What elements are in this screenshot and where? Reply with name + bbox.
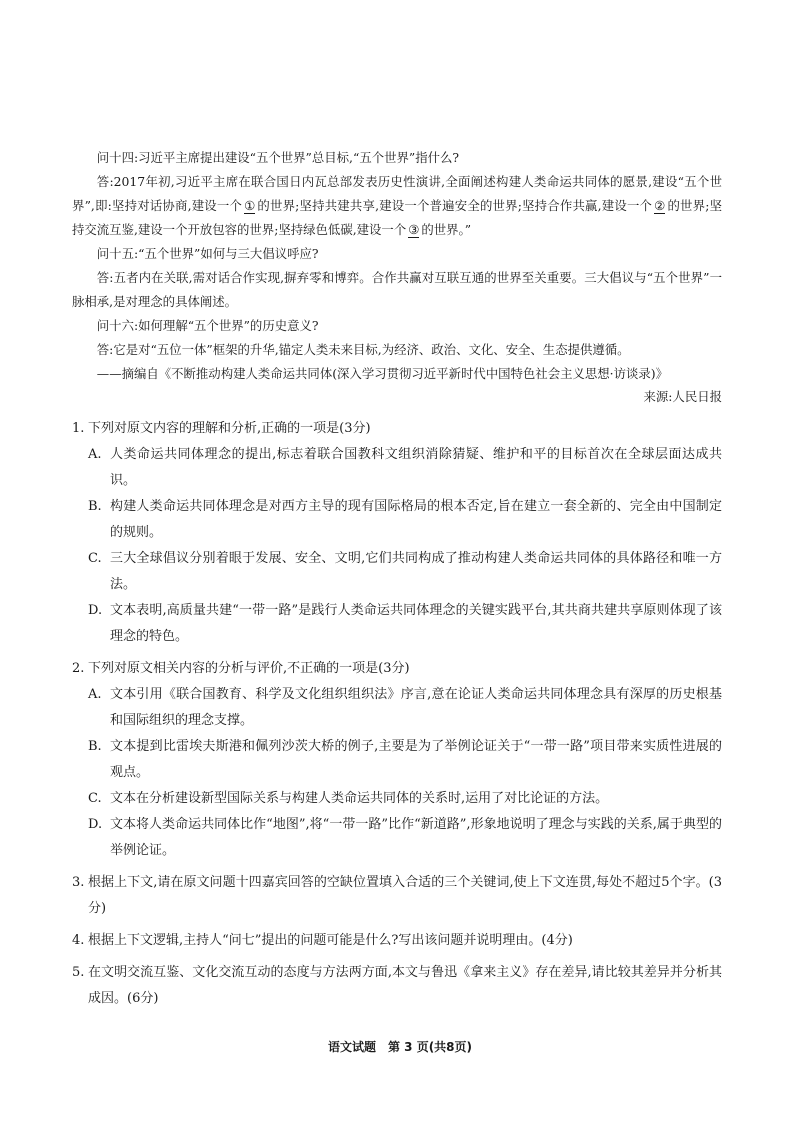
option-text: 文本提到比雷埃夫斯港和佩列沙茨大桥的例子,主要是为了举例论证关于“一带一路”项目带来实质性进展的观点。	[110, 739, 722, 780]
option-text: 文本在分析建设新型国际关系与构建人类命运共同体的关系时,运用了对比论证的方法。	[110, 791, 609, 806]
q15-answer: 答:五者内在关联,需对话合作实现,摒弃零和博弈。合作共赢对互联互通的世界至关重要。三大倡议与“五个世界”一脉相承,是对理念的具体阐述。	[72, 270, 722, 309]
option-text: 三大全球倡议分别着眼于发展、安全、文明,它们共同构成了推动构建人类命运共同体的具体路径和唯一方法。	[110, 551, 722, 592]
option-c	[72, 786, 722, 812]
question-1	[72, 416, 722, 650]
option-label: A.	[88, 687, 102, 702]
option-label: D.	[88, 603, 103, 618]
excerpt-citation: ——摘编自《不断推动构建人类命运共同体(深入学习贯彻习近平新时代中国特色社会主义思想·访谈录)》	[96, 366, 668, 381]
q14-question: 问十四:习近平主席提出建设“五个世界”总目标,“五个世界”指什么?	[96, 150, 460, 165]
question-number: 2.	[72, 661, 85, 676]
option-text: 人类命运共同体理念的提出,标志着联合国教科文组织消除猜疑、维护和平的目标首次在全球层面达成共识。	[110, 447, 722, 488]
question-number: 3.	[72, 875, 85, 890]
option-a	[72, 682, 722, 734]
question-stem	[72, 416, 722, 442]
option-text: 文本将人类命运共同体比作“地图”,将“一带一路”比作“新道路”,形象地说明了理念与实践的关系,属于典型的举例论证。	[110, 817, 722, 858]
option-label: D.	[88, 817, 103, 832]
question-number: 4.	[72, 933, 85, 948]
option-b	[72, 494, 722, 546]
question-3	[72, 870, 722, 922]
option-label: C.	[88, 551, 102, 566]
option-label: B.	[88, 739, 102, 754]
question-2	[72, 656, 722, 864]
option-label: B.	[88, 499, 102, 514]
option-text: 构建人类命运共同体理念是对西方主导的现有国际格局的根本否定,旨在建立一套全新的、完全由中国制定的规则。	[110, 499, 722, 540]
question-4	[72, 928, 722, 954]
option-label: C.	[88, 791, 102, 806]
blank-1: ①	[244, 198, 256, 213]
q14-answer-part-1: 答:2017年初,习近平主席在联合国日内瓦总部发表历史性演讲,全面阐述构建人类命运共同体的愿景,建设“五个世界”,即:坚持对话协商,建设一个	[72, 174, 722, 213]
question-text: 下列对原文相关内容的分析与评价,不正确的一项是(3分)	[88, 661, 410, 676]
blank-3: ③	[408, 222, 420, 237]
question-text: 根据上下文逻辑,主持人“问七”提出的问题可能是什么?写出该问题并说明理由。(4分)	[88, 933, 573, 948]
page-footer: 语文试题 第 3 页(共8页)	[327, 1040, 473, 1054]
option-text: 文本表明,高质量共建“一带一路”是践行人类命运共同体理念的关键实践平台,其共商共建共享原则体现了该理念的特色。	[110, 603, 722, 644]
q14-answer-part-4: 的世界。”	[421, 222, 472, 237]
option-a	[72, 442, 722, 494]
q14-answer-part-3: 的世界;坚持交流互鉴,建设一个开放包容的世界;坚持绿色低碳,建设一个	[72, 198, 722, 237]
question-stem	[72, 960, 722, 1012]
question-text: 在文明交流互鉴、文化交流互动的态度与方法两方面,本文与鲁迅《拿来主义》存在差异,请比较其差异并分析其成因。(6分)	[88, 965, 722, 1006]
q14-answer	[72, 170, 722, 242]
question-stem	[72, 870, 722, 922]
question-number: 1.	[72, 421, 85, 436]
blank-2: ②	[654, 198, 666, 213]
q15-question: 问十五:“五个世界”如何与三大倡议呼应?	[96, 246, 319, 261]
question-text: 根据上下文,请在原文问题十四嘉宾回答的空缺位置填入合适的三个关键词,使上下文连贯,每处不超过5个字。(3分)	[88, 875, 722, 916]
q16-answer: 答:它是对“五位一体”框架的升华,锚定人类未来目标,为经济、政治、文化、安全、生态提供遵循。	[96, 342, 630, 357]
q14-answer-part-2: 的世界;坚持共建共享,建设一个普遍安全的世界;坚持合作共赢,建设一个	[257, 198, 653, 213]
option-text: 文本引用《联合国教育、科学及文化组织组织法》序言,意在论证人类命运共同体理念具有深厚的历史根基和国际组织的理念支撑。	[110, 687, 722, 728]
question-list	[72, 416, 722, 1012]
q16-question: 问十六:如何理解“五个世界”的历史意义?	[96, 318, 319, 333]
question-stem	[72, 656, 722, 682]
question-stem	[72, 928, 722, 954]
page-content	[72, 146, 722, 1012]
option-b	[72, 734, 722, 786]
option-c	[72, 546, 722, 598]
option-label: A.	[88, 447, 102, 462]
question-text: 下列对原文内容的理解和分析,正确的一项是(3分)	[88, 421, 371, 436]
source-line: 来源:人民日报	[643, 389, 722, 404]
option-d	[72, 598, 722, 650]
question-5	[72, 960, 722, 1012]
question-number: 5.	[72, 965, 85, 980]
option-d	[72, 812, 722, 864]
